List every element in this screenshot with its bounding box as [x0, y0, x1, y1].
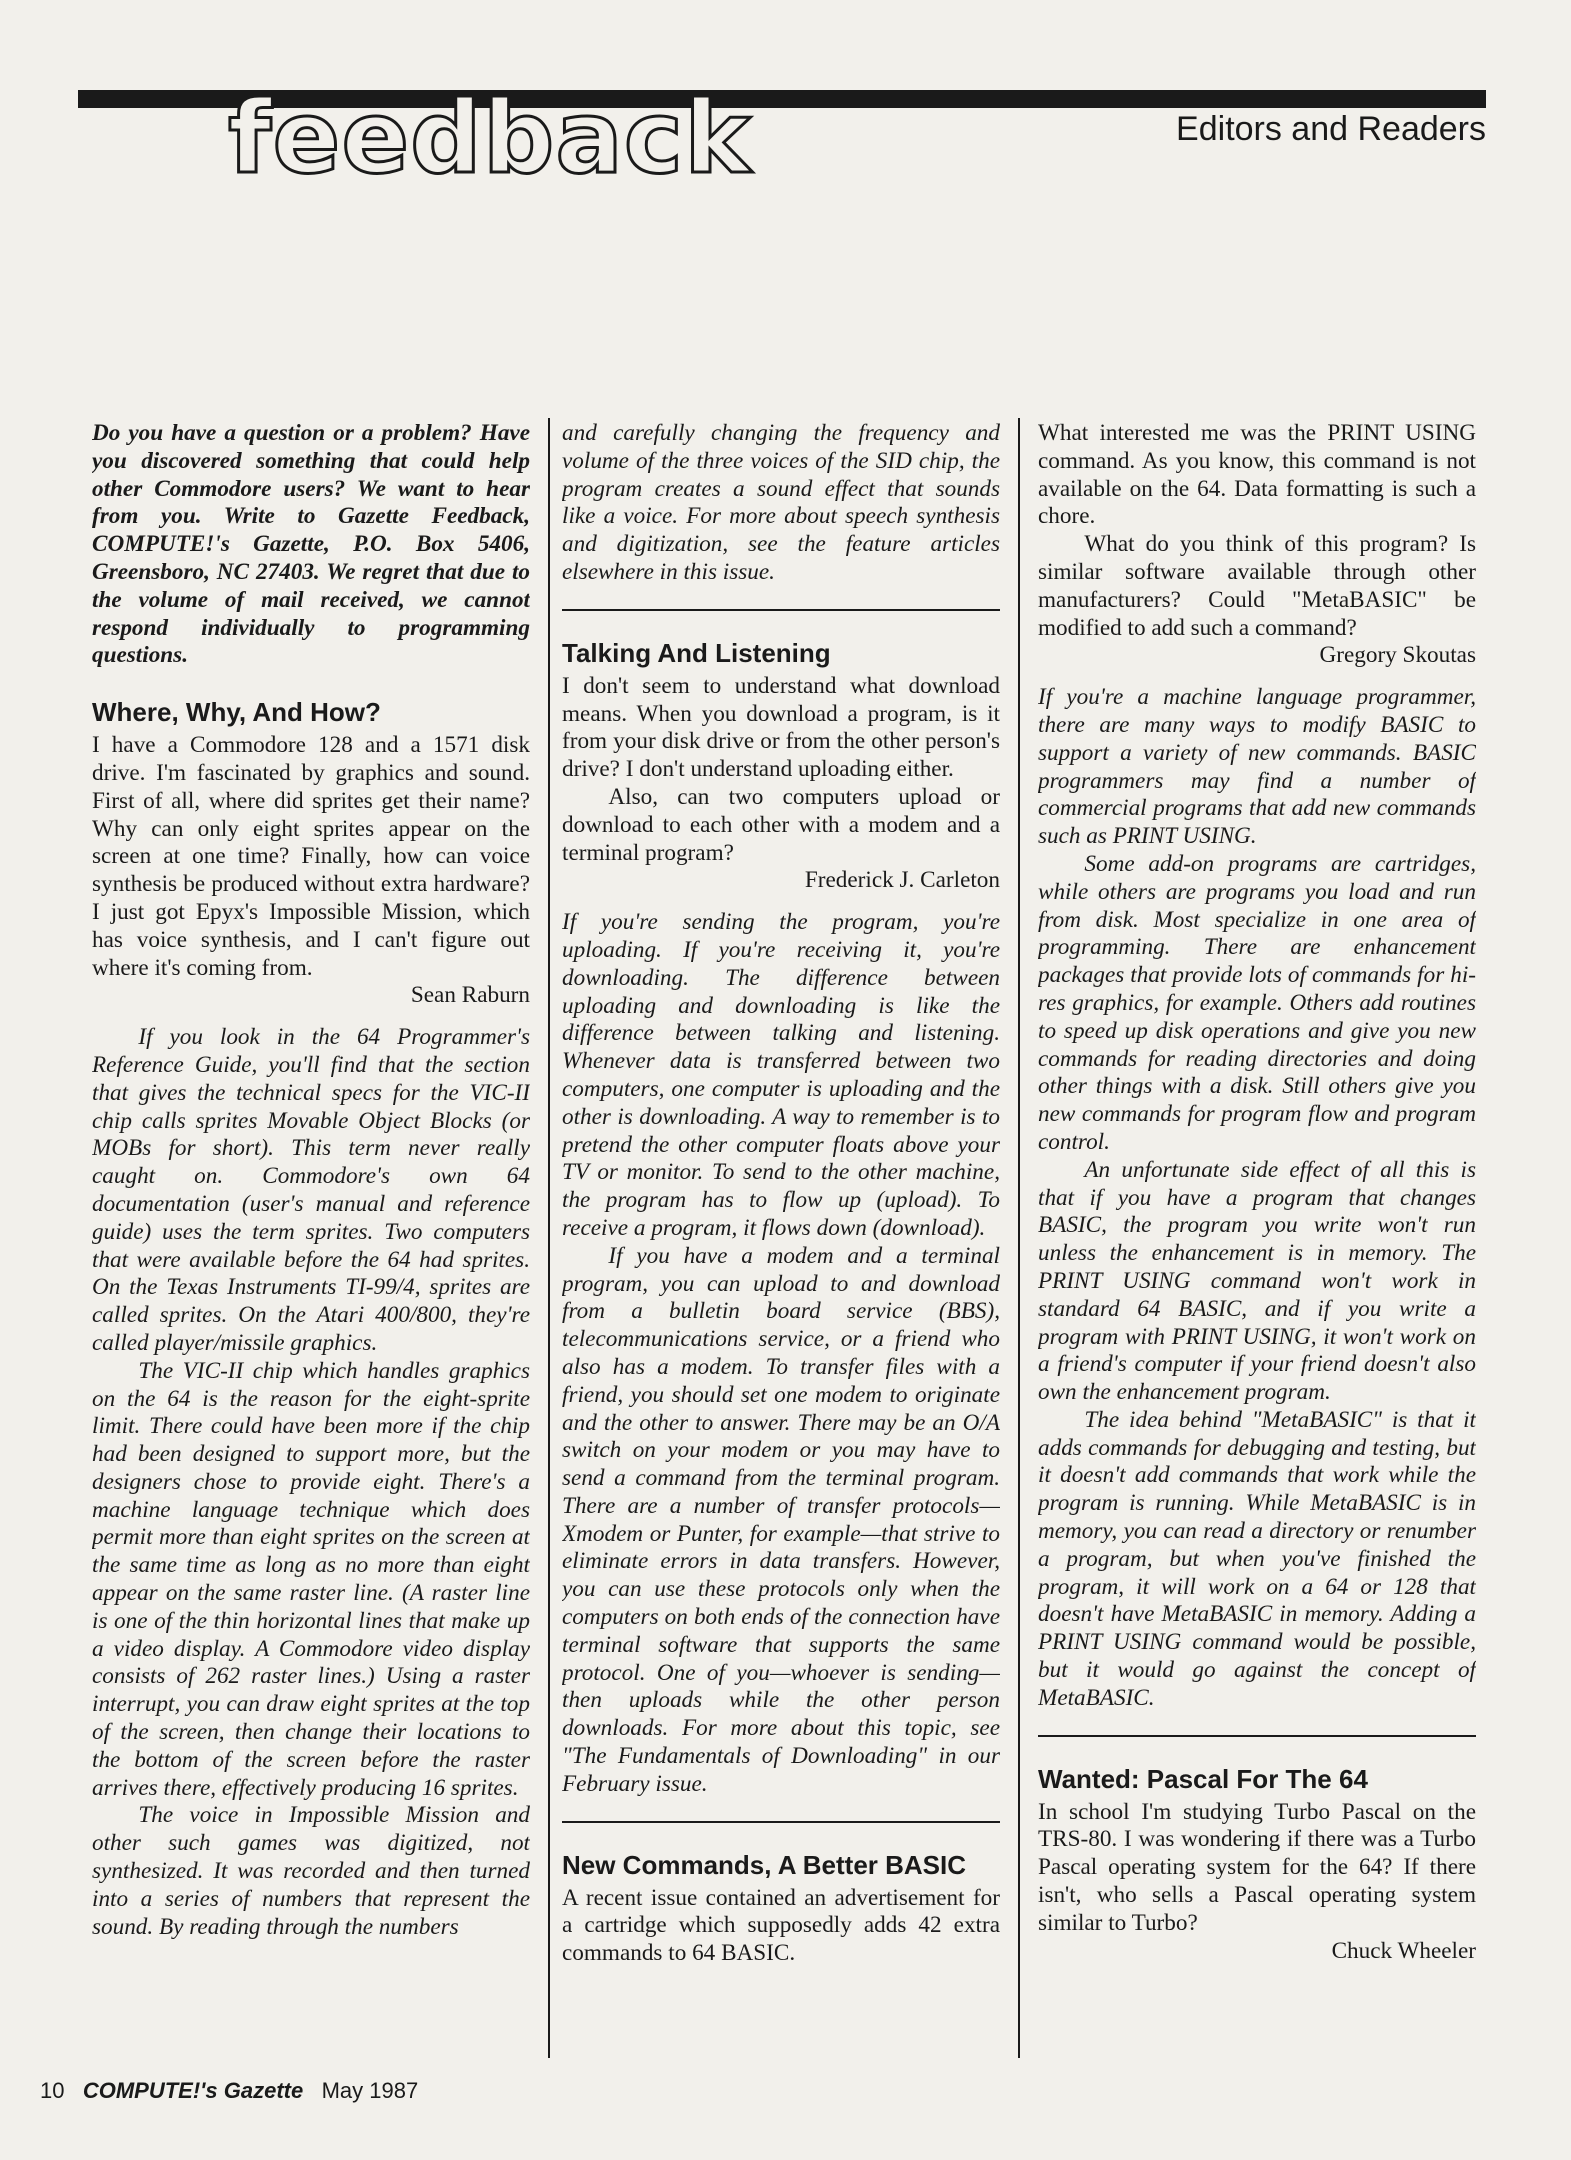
column-3	[1038, 420, 1476, 2040]
letter-body: What do you think of this program? Is similar software available through other manufacturers? Could "MetaBASIC" be modified to add such a command?	[1038, 531, 1476, 641]
letter-signature: Sean Raburn	[410, 982, 530, 1009]
separator	[562, 1821, 1000, 1823]
letter-body: What interested me was the PRINT USING command. As you know, this command is not available on the 64. Data formatting is such a chore.	[1038, 420, 1476, 530]
separator	[562, 609, 1000, 611]
reply-body: The idea behind "MetaBASIC" is that it adds commands for debugging and testing, but it doesn't add commands that work while the program is running. While MetaBASIC is in memory, you can read a directory or renumber a program, but when you've finished the program, it will work on a 64 or 128 that doesn't have MetaBASIC in memory. Adding a PRINT USING command would be possible, but it would go against the concept of MetaBASIC.	[1038, 1406, 1476, 1711]
reply-body: The VIC-II chip which handles graphics on the 64 is the reason for the eight-sprite limit. There could have been more if the chip had been designed to support more, but the designers chose to provide eight. There's a machine language technique which does permit more than eight sprites on the screen at the same time as long as no more than eight appear on the same raster line. (A raster line is one of the thin horizontal lines that make up a video display. A Commodore video display consists of 262 raster lines.) Using a raster interrupt, you can draw eight sprites at the top of the screen, then change their locations to the bottom of the screen before the raster arrives there, effectively producing 16 sprites.	[92, 1357, 530, 1801]
letter-heading: Where, Why, And How?	[92, 697, 381, 728]
reply-body: Some add-on programs are cartridges, while others are programs you load and run from disk. Most specialize in one area of programming. There are enhancement packages that provide lots of commands for hi-res graphics, for example. Others add routines to speed up disk operations and give you new commands for reading directories and doing other things with a disk. Still others give you new commands for program flow and program control.	[1038, 850, 1476, 1155]
issue-date: May 1987	[321, 2078, 419, 2103]
intro-text: Do you have a question or a problem? Have you discovered something that could help other Commodore users? We want to hear from you. Write to Gazette Feedback, COMPUTE!'s Gazette, P.O. Box 5406, Greensboro, NC 27403. We regret that due to the volume of mail received, we cannot respond individually to programming questions.	[92, 420, 530, 669]
column-2	[562, 420, 1000, 2040]
reply-body: If you have a modem and a terminal program, you can upload to and download from a bulletin board service (BBS), telecommunications service, or a friend who also has a modem. To transfer files with a friend, you should set one modem to originate and the other to answer. There may be an O/A switch on your modem or you may have to send a command from the terminal program. There are a number of transfer protocols—Xmodem or Punter, for example—that strive to eliminate errors in data transfers. However, you can use these protocols only when the computers on both ends of the connection have terminal software that supports the same protocol. One of you—whoever is sending—then uploads while the other person downloads. For more about this topic, see "The Fundamentals of Downloading" in our February issue.	[562, 1242, 1000, 1797]
feedback-logo: feedback	[228, 79, 752, 196]
letter-signature: Gregory Skoutas	[1319, 642, 1476, 669]
column-rule	[548, 418, 550, 2058]
reply-body: The voice in Impossible Mission and other such games was digitized, not synthesized. It was recorded and then turned into a series of numbers that represent the sound. By reading through the numbers	[92, 1802, 530, 1940]
letter-body: I don't seem to understand what download means. When you download a program, is it from your disk drive or from the other person's drive? I don't understand uploading either.	[562, 672, 1000, 783]
reply-body: and carefully changing the frequency and volume of the three voices of the SID chip, the program creates a sound effect that sounds like a voice. For more about speech synthesis and digitization, see the feature articles elsewhere in this issue.	[562, 420, 1000, 585]
letter-body: I have a Commodore 128 and a 1571 disk drive. I'm fascinated by graphics and sound. First of all, where did sprites get their name? Why can only eight sprites appear on the screen at one time? Finally, how can voice synthesis be produced without extra hardware? I just got Epyx's Impossible Mission, which has voice synthesis, and I can't figure out where it's coming from.	[92, 732, 530, 981]
letter-signature: Frederick J. Carleton	[804, 867, 1000, 894]
column-1	[92, 420, 530, 2040]
letter-body: In school I'm studying Turbo Pascal on the TRS-80. I was wondering if there was a Turbo Pascal operating system for the 64? If there isn't, who sells a Pascal operating system similar to Turbo?	[1038, 1798, 1476, 1936]
magazine-name: COMPUTE!'s Gazette	[82, 2078, 304, 2103]
letter-heading: Wanted: Pascal For The 64	[1038, 1763, 1368, 1794]
letter-body: A recent issue contained an advertisement for a cartridge which supposedly adds 42 extra commands to 64 BASIC.	[562, 1884, 1000, 1967]
page-number: 10	[40, 2078, 65, 2103]
page-footer	[40, 2078, 418, 2104]
letter-body: Also, can two computers upload or download to each other with a modem and a terminal program?	[562, 783, 1000, 866]
reply-body: If you're sending the program, you're uploading. If you're receiving it, you're downloading. The difference between uploading and downloading is like the difference between talking and listening. Whenever data is transferred between two computers, one computer is uploading and the other is downloading. A way to remember is to pretend the other computer floats above your TV or monitor. To send to the other machine, the program has to flow up (upload). To receive a program, it flows down (download).	[562, 909, 1000, 1241]
reply-body: If you're a machine language programmer, there are many ways to modify BASIC to support a variety of new commands. BASIC programmers may find a number of commercial programs that add new commands such as PRINT USING.	[1038, 684, 1476, 850]
section-label: Editors and Readers	[1176, 110, 1486, 148]
letter-signature: Chuck Wheeler	[1331, 1937, 1476, 1964]
separator	[1038, 1735, 1476, 1737]
reply-body: An unfortunate side effect of all this is that if you have a program that changes BASIC, the program you write won't run unless the enhancement is in memory. The PRINT USING command won't work in standard 64 BASIC, and if you write a program with PRINT USING, it won't work on a friend's computer if your friend doesn't also own the enhancement program.	[1038, 1156, 1476, 1406]
letter-heading: Talking And Listening	[562, 637, 831, 668]
column-rule	[1018, 418, 1020, 2058]
reply-body: If you look in the 64 Programmer's Reference Guide, you'll find that the section that gives the technical specs for the VIC-II chip calls sprites Movable Object Blocks (or MOBs for short). This term never really caught on. Commodore's own 64 documentation (user's manual and reference guide) uses the term sprites. Two computers that were available before the 64 had sprites. On the Texas Instruments TI-99/4, sprites are called sprites. On the Atari 400/800, they're called player/missile graphics.	[92, 1024, 530, 1356]
letter-heading: New Commands, A Better BASIC	[562, 1849, 967, 1880]
